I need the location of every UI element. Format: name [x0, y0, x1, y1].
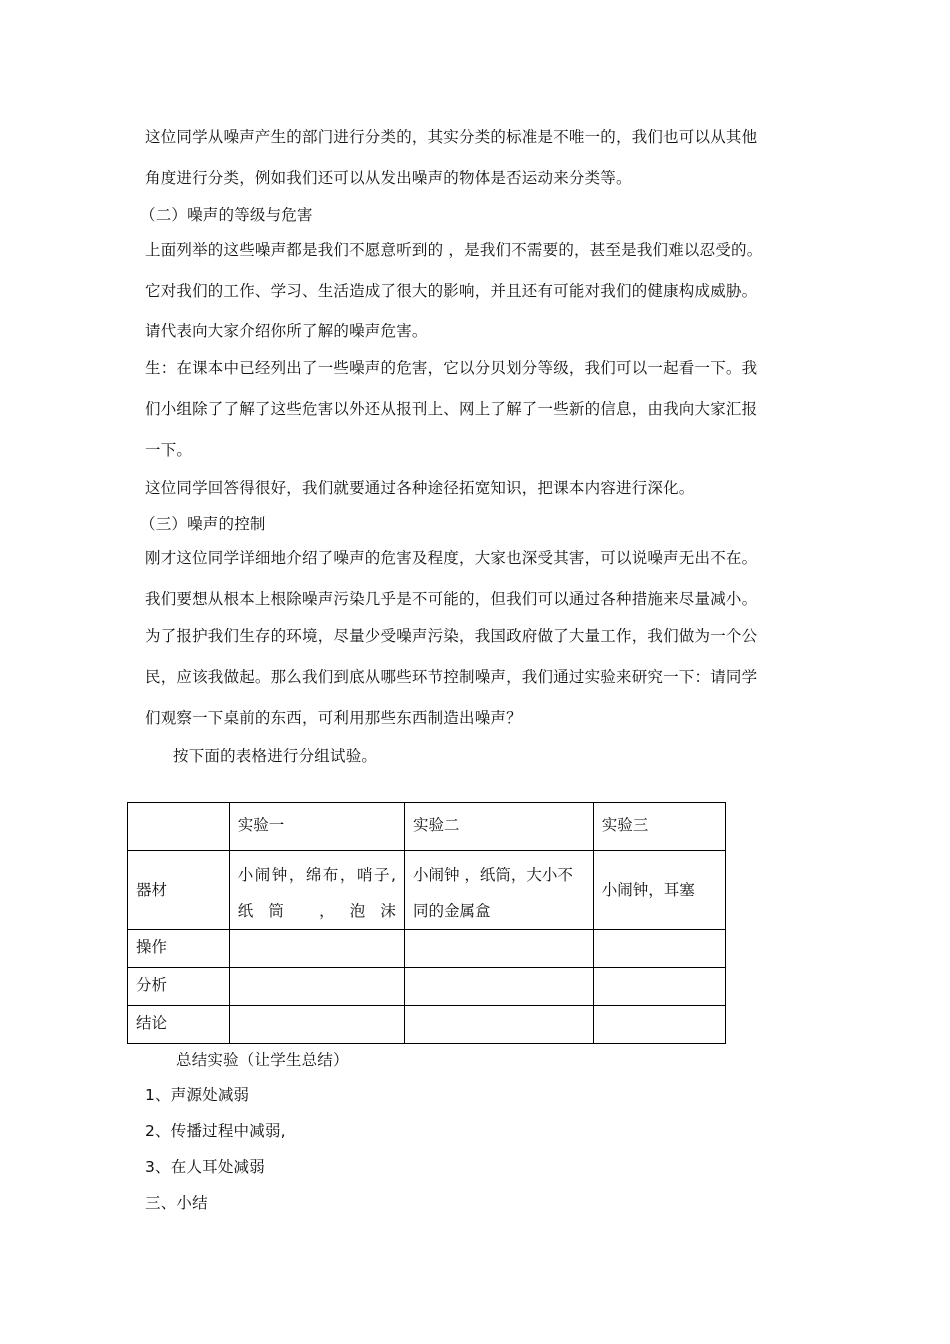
- summary-item: 1、声源处减弱: [145, 1086, 250, 1104]
- table-header-cell: 实验三: [593, 803, 725, 851]
- paragraph: 们观察一下桌前的东西，可利用那些东西制造出噪声？: [145, 709, 522, 727]
- table-cell: [404, 968, 593, 1006]
- table-cell: 小闹钟 ，纸筒，大小不同的金属盒: [404, 851, 593, 930]
- table-cell: 小闹钟，绵布，哨子,纸筒 ，泡沫: [229, 851, 404, 930]
- table-header-cell: 实验一: [229, 803, 404, 851]
- row-label: 操作: [128, 930, 230, 968]
- paragraph: 这位同学从噪声产生的部门进行分类的，其实分类的标准是不唯一的，我们也可以从其他: [145, 128, 758, 146]
- paragraph: 它对我们的工作、学习、生活造成了很大的影响，并且还有可能对我们的健康构成威胁。: [145, 282, 758, 300]
- section-heading: 三、小结: [145, 1194, 208, 1212]
- paragraph: 这位同学回答得很好，我们就要通过各种途径拓宽知识，把课本内容进行深化。: [145, 479, 695, 497]
- table-cell: 小闹钟，耳塞: [593, 851, 725, 930]
- table-cell: [593, 968, 725, 1006]
- paragraph: 们小组除了了解了这些危害以外还从报刊上、网上了解了一些新的信息，由我向大家汇报: [145, 400, 758, 418]
- paragraph: 一下。: [145, 441, 193, 459]
- row-label: 器材: [128, 851, 230, 930]
- row-label: 结论: [128, 1006, 230, 1044]
- table-cell: [593, 930, 725, 968]
- table-cell: [593, 1006, 725, 1044]
- summary-item: 2、传播过程中减弱,: [145, 1122, 286, 1140]
- paragraph: 生：在课本中已经列出了一些噪声的危害，它以分贝划分等级，我们可以一起看一下。我: [145, 359, 758, 377]
- experiment-table: [127, 802, 726, 1044]
- paragraph: 请代表向大家介绍你所了解的噪声危害。: [145, 322, 428, 340]
- summary-title: 总结实验（让学生总结）: [176, 1051, 349, 1069]
- summary-item: 3、在人耳处减弱: [145, 1158, 265, 1176]
- table-row: [128, 1006, 726, 1044]
- table-cell: [229, 968, 404, 1006]
- table-header-cell: [128, 803, 230, 851]
- table-cell: [404, 1006, 593, 1044]
- table-cell: [229, 1006, 404, 1044]
- row-label: 分析: [128, 968, 230, 1006]
- table-cell: [229, 930, 404, 968]
- table-header-row: [128, 803, 726, 851]
- paragraph: 角度进行分类，例如我们还可以从发出噪声的物体是否运动来分类等。: [145, 169, 632, 187]
- table-cell: [404, 930, 593, 968]
- paragraph: 为了报护我们生存的环境，尽量少受噪声污染，我国政府做了大量工作，我们做为一个公: [145, 627, 758, 645]
- paragraph: 按下面的表格进行分组试验。: [173, 747, 378, 765]
- table-row: [128, 851, 726, 930]
- paragraph: 我们要想从根本上根除噪声污染几乎是不可能的，但我们可以通过各种措施来尽量减小。: [145, 590, 758, 608]
- paragraph: 上面列举的这些噪声都是我们不愿意听到的 ，是我们不需要的，甚至是我们难以忍受的。: [145, 241, 763, 259]
- table-header-cell: 实验二: [404, 803, 593, 851]
- table-row: [128, 968, 726, 1006]
- section-heading: （二）噪声的等级与危害: [140, 206, 313, 224]
- paragraph: 刚才这位同学详细地介绍了噪声的危害及程度，大家也深受其害，可以说噪声无出不在。: [145, 549, 758, 567]
- section-heading: （三）噪声的控制: [140, 515, 266, 533]
- paragraph: 民，应该我做起。那么我们到底从哪些环节控制噪声，我们通过实验来研究一下：请同学: [145, 668, 758, 686]
- table-row: [128, 930, 726, 968]
